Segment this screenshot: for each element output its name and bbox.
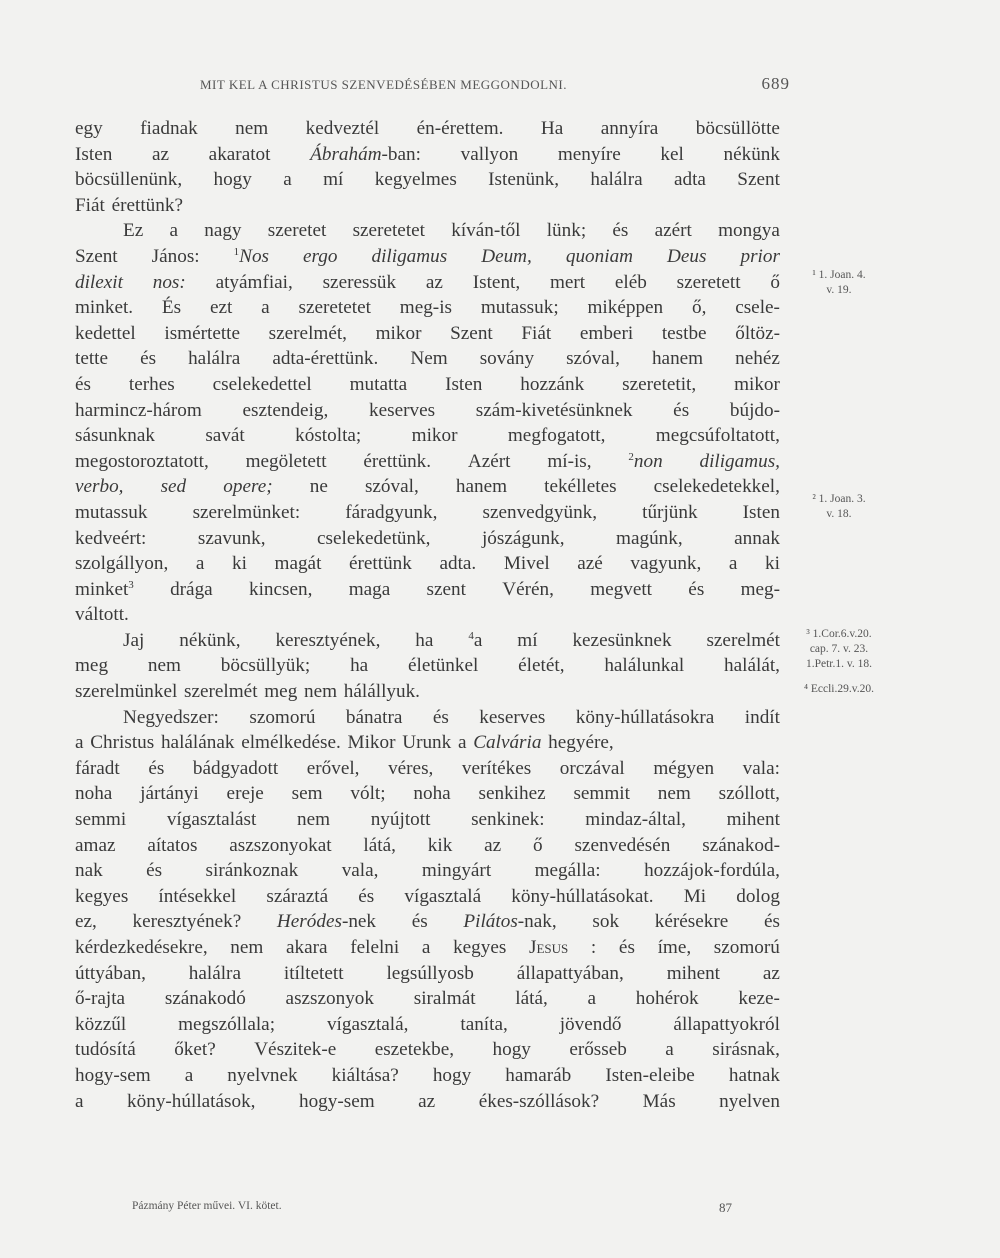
text-line: Jaj nékünk, keresztyének, ha $^4$a mí kezesünknek szerelmét [123,629,780,651]
margin-note-3 [784,627,894,672]
text-line: fáradt és bádgyadott erővel, véres, verítékes orczával mégyen vala: [75,757,780,779]
book-imprint: Pázmány Péter művei. VI. kötet. [132,1200,282,1212]
page-number: 689 [761,74,790,93]
text-line: szerelmünkel szerelmét meg nem hálállyuk. [75,681,420,703]
margin-note-line: 1.Petr.1. v. 18. [805,658,873,670]
text-line: Isten az akaratot Ábrahám-ban: vallyon menyíre kel nékünk [75,143,780,165]
text-line: Szent János: $^1$Nos ergo diligamus Deum, quoniam Deus prior [75,245,780,267]
margin-note-1 [784,268,894,298]
text-line: amaz aítatos aszszonyokat látá, kik az ő szenvedésén szánakod- [75,834,780,856]
text-line: Fiát érettünk? [75,194,183,216]
text-line: tudósítá őket? Vészitek-e eszetekbe, hogy erősseb a sirásnak, [75,1039,780,1061]
text-line: ő-rajta szánakodó aszszonyok siralmát látá, a hohérok keze- [75,988,780,1010]
text-line: Ez a nagy szeretet szeretetet kíván-től lünk; és azért mongya [123,220,780,242]
text-line: közzűl megszóllala; vígasztalá, taníta, jövendő állapattyokról [75,1013,780,1035]
text-line: verbo, sed opere; ne szóval, hanem tekélletes cselekedetekkel, [75,476,780,498]
text-line: semmi vígasztalást nem nyújtott senkinek: mindaz-által, mihent [75,809,780,831]
text-line: meg nem böcsüllyük; ha életünkel életét, halálunkal halálát, [75,655,780,677]
text-line: és terhes cselekedettel mutatta Isten hozzánk szeretetit, mikor [75,373,780,395]
text-line: harmincz-három esztendeig, keserves szám-kivetésünknek és bújdo- [75,399,780,421]
text-line: dilexit nos: atyámfiai, szeressük az Istent, mert eléb szeretett ő [75,271,780,293]
margin-note-line: ² 1. Joan. 3. [812,493,866,505]
text-line: Negyedszer: szomorú bánatra és keserves köny-húllatásokra indít [123,706,780,728]
text-line: szolgállyon, a ki magát érettünk adta. Mivel azé vagyunk, a ki [75,553,780,575]
margin-note-line: ³ 1.Cor.6.v.20. [806,628,872,640]
margin-note-line: ⁴ Eccli.29.v.20. [803,683,874,695]
text-line: noha jártányi ereje sem vólt; noha senkihez semmit nem szóllott, [75,783,780,805]
margin-note-4 [784,682,894,697]
text-line: hogy-sem a nyelvnek kiáltása? hogy hamaráb Isten-eleibe hatnak [75,1064,780,1086]
margin-note-line: v. 19. [826,284,852,296]
text-line: megostoroztatott, megöletett érettünk. Azért mí-is, $^2$non diligamus, [75,450,780,472]
text-line: úttyában, halálra itíltetett legsúllyosb állapattyában, mihent az [75,962,780,984]
text-line: tette és halálra adta-érettünk. Nem sovány szóval, hanem nehéz [75,348,780,370]
text-line: kedveért: szavunk, cselekedetünk, jószágunk, magúnk, annak [75,527,780,549]
margin-note-line: ¹ 1. Joan. 4. [812,269,866,281]
text-line: minket. És ezt a szeretetet meg-is mutassuk; miképpen ő, csele- [75,297,780,319]
text-line: váltott. [75,604,129,626]
text-line: a Christus halálának elmélkedése. Mikor Urunk a Calvária hegyére, [75,732,614,754]
text-line: ez, keresztyének? Heródes-nek és Pilátos-nak, sok kérésekre és [75,911,780,933]
text-line: mutassuk szerelmünket: fáradgyunk, szenvedgyünk, tűrjünk Isten [75,501,780,523]
running-title: MIT KEL A CHRISTUS SZENVEDÉSÉBEN MEGGONDOLNI. [200,77,567,92]
text-line: nak és siránkoznak vala, mingyárt megálla: hozzájok-fordúla, [75,860,780,882]
page-footer [132,1200,732,1216]
text-line: a köny-húllatások, hogy-sem az ékes-szóllások? Más nyelven [75,1090,780,1112]
text-line: sásunknak savát kóstolta; mikor megfogatott, megcsúfoltatott, [75,425,780,447]
text-line: kérdezkedésekre, nem akara felelni a kegyes Jesus : és íme, szomorú [75,937,780,958]
signature-number: 87 [719,1200,732,1215]
text-line: minket$^3$ drága kincsen, maga szent Vérén, megvett és meg- [75,578,780,600]
margin-note-line: cap. 7. v. 23. [809,643,869,655]
text-line: böcsüllenünk, hogy a mí kegyelmes Istenünk, halálra adta Szent [75,169,780,191]
text-line: kedettel ismértette szerelmét, mikor Szent Fiát emberi testbe őltöz- [75,322,780,344]
margin-note-2 [784,492,894,522]
text-line: egy fiadnak nem kedveztél én-érettem. Ha annyíra böcsüllötte [75,118,780,139]
running-header [200,74,790,94]
margin-note-line: v. 18. [826,508,852,520]
text-line: kegyes íntésekkel száraztá és vígasztalá köny-húllatásokat. Mi dolog [75,885,780,907]
main-text [75,116,780,1114]
